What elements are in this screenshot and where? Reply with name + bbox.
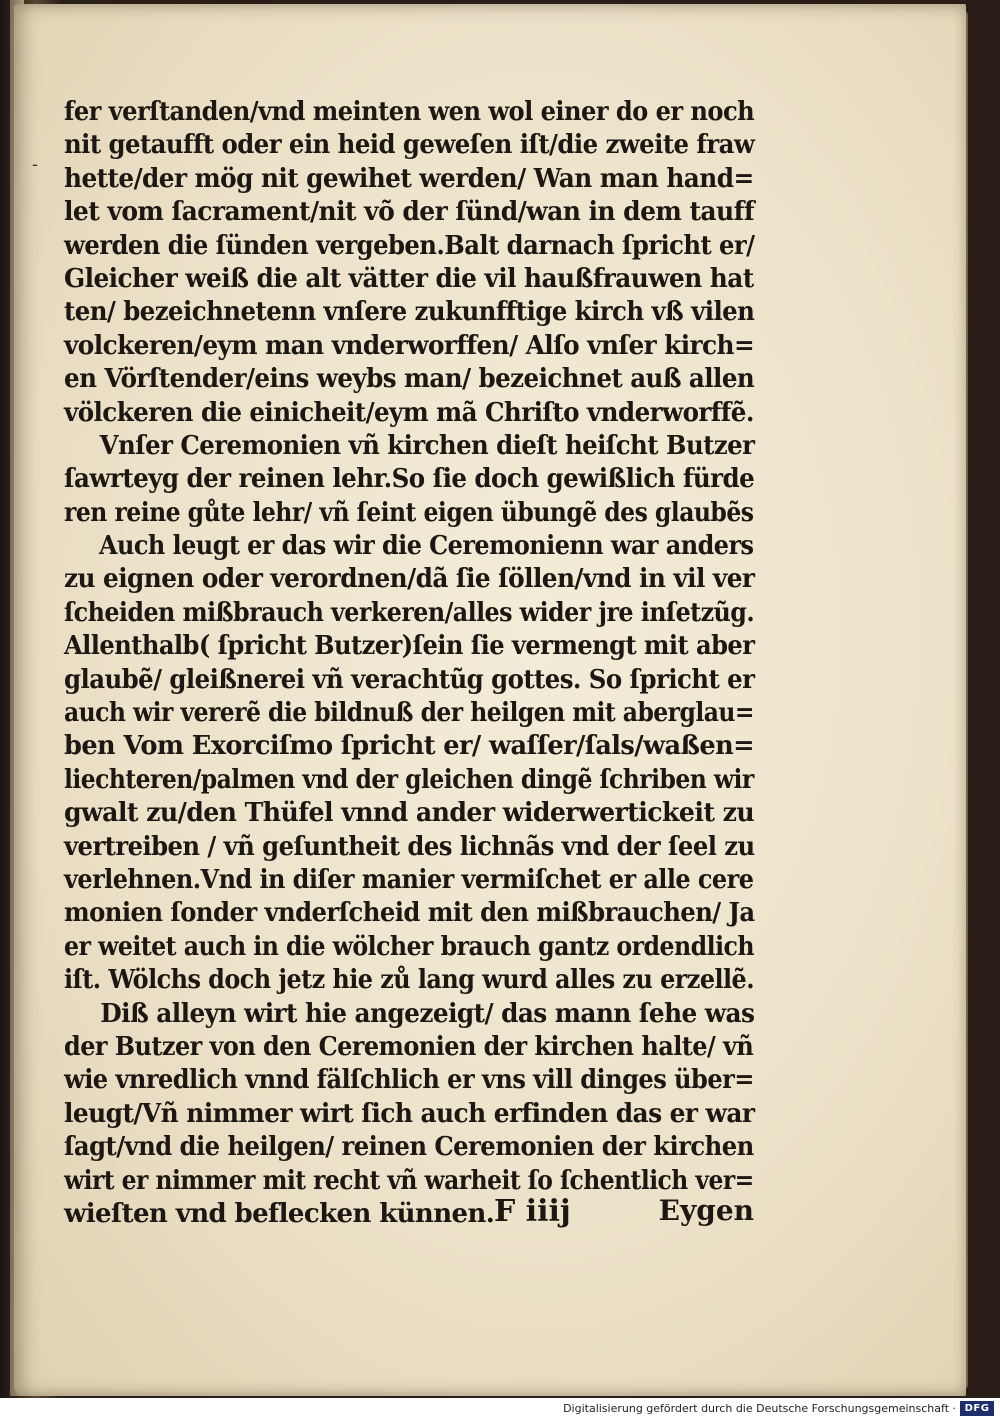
credit-text: Digitalisierung gefördert durch die Deutsche Forschungsgemeinschaft ·	[563, 1402, 956, 1415]
text-line: fer verſtanden/vnd meinten wen wol einer do er noch	[64, 97, 755, 127]
text-line: zu eignen oder verordnen/dã ſie ſöllen/vnd in vil ver	[64, 564, 755, 595]
text-line: verlehnen.Vnd in diſer manier vermiſchet er alle cere	[64, 864, 754, 895]
margin-mark: -	[32, 154, 39, 175]
text-line: Vnſer Ceremonien vñ kirchen dieſt heiſcht Butzer	[99, 430, 755, 461]
text-line: nit getaufft oder ein heid geweſen iſt/die zweite fraw	[64, 130, 755, 161]
text-line: hette/der mög nit gewihet werden/ Wan man hand=	[64, 163, 754, 194]
text-line: er weitet auch in die wölcher brauch gantz ordendlich	[64, 931, 754, 962]
text-line: wirt er nimmer mit recht vñ warheit ſo ſchentlich ver=	[64, 1165, 754, 1196]
text-line: Gleicher weiß die alt vätter die vil haußfrauwen hat	[64, 263, 754, 294]
text-line: wie vnredlich vnnd fälſchlich er vns vill dinges über=	[64, 1065, 754, 1096]
text-block	[64, 96, 754, 1231]
text-line: monien ſonder vnderſcheid mit den mißbrauchen/ Ja	[64, 898, 755, 929]
text-line: gwalt zu/den Thüfel vnnd ander widerwertickeit zu	[64, 798, 755, 829]
text-line: ſawrteyg der reinen lehr.So ſie doch gewißlich fürde	[64, 464, 755, 495]
page-footer	[494, 1194, 754, 1234]
text-line: Diß alleyn wirt hie angezeigt/ das mann ſehe was	[100, 998, 755, 1029]
text-line: let vom ſacrament/nit võ der ſünd/wan in dem tauff	[64, 197, 755, 228]
signature-mark: F iiij	[494, 1194, 571, 1229]
text-line: auch wir vererẽ die bildnuß der heilgen mit aberglau=	[64, 698, 755, 729]
book-page	[14, 4, 966, 1396]
text-line: ben Vom Exorciſmo ſpricht er/ waſſer/ſals/waßen=	[64, 731, 755, 762]
text-line: iſt. Wölchs doch jetz hie zů lang wurd alles zu erzellẽ.	[64, 965, 754, 996]
text-line: ren reine gůte lehr/ vñ ſeint eigen übungẽ des glaubẽs	[64, 497, 754, 528]
text-line: wieſten vnd beflecken künnen.	[64, 1198, 495, 1229]
text-line: Allenthalb( ſpricht Butzer)ſein ſie vermengt mit aber	[64, 631, 755, 662]
text-line: ſagt/vnd die heilgen/ reinen Ceremonien der kirchen	[64, 1132, 754, 1163]
text-line: leugt/Vñ nimmer wirt ſich auch erfinden das er war	[64, 1098, 755, 1129]
text-line: glaubẽ/ gleißnerei vñ verachtũg gottes. So ſpricht er	[64, 664, 755, 695]
text-line: volckeren/eym man vnderworffen/ Alſo vnſer kirch=	[64, 330, 755, 361]
text-line: völckeren die einicheit/eym mã Chriſto vnderworffẽ.	[64, 397, 754, 428]
catchword: Eygen	[658, 1194, 754, 1227]
text-line: vertreiben / vñ geſuntheit des lichnãs vnd der ſeel zu	[64, 831, 755, 862]
credit-bar	[0, 1398, 1000, 1421]
text-line: en Vörſtender/eins weybs man/ bezeichnet auß allen	[64, 364, 755, 395]
dfg-logo-icon: DFG	[960, 1401, 994, 1416]
text-line: ten/ bezeichnetenn vnſere zukunfftige kirch vß vilen	[64, 297, 755, 328]
text-line: liechteren/palmen vnd der gleichen dingẽ ſchriben wir	[64, 764, 754, 795]
text-line: ſcheiden mißbrauch verkeren/alles wider jre inſetzũg.	[64, 597, 755, 628]
text-line: der Butzer von den Ceremonien der kirchen halte/ vñ	[64, 1031, 754, 1062]
text-line: Auch leugt er das wir die Ceremonienn war anders	[98, 531, 754, 562]
text-line: werden die ſünden vergeben.Balt darnach ſpricht er/	[64, 230, 755, 261]
